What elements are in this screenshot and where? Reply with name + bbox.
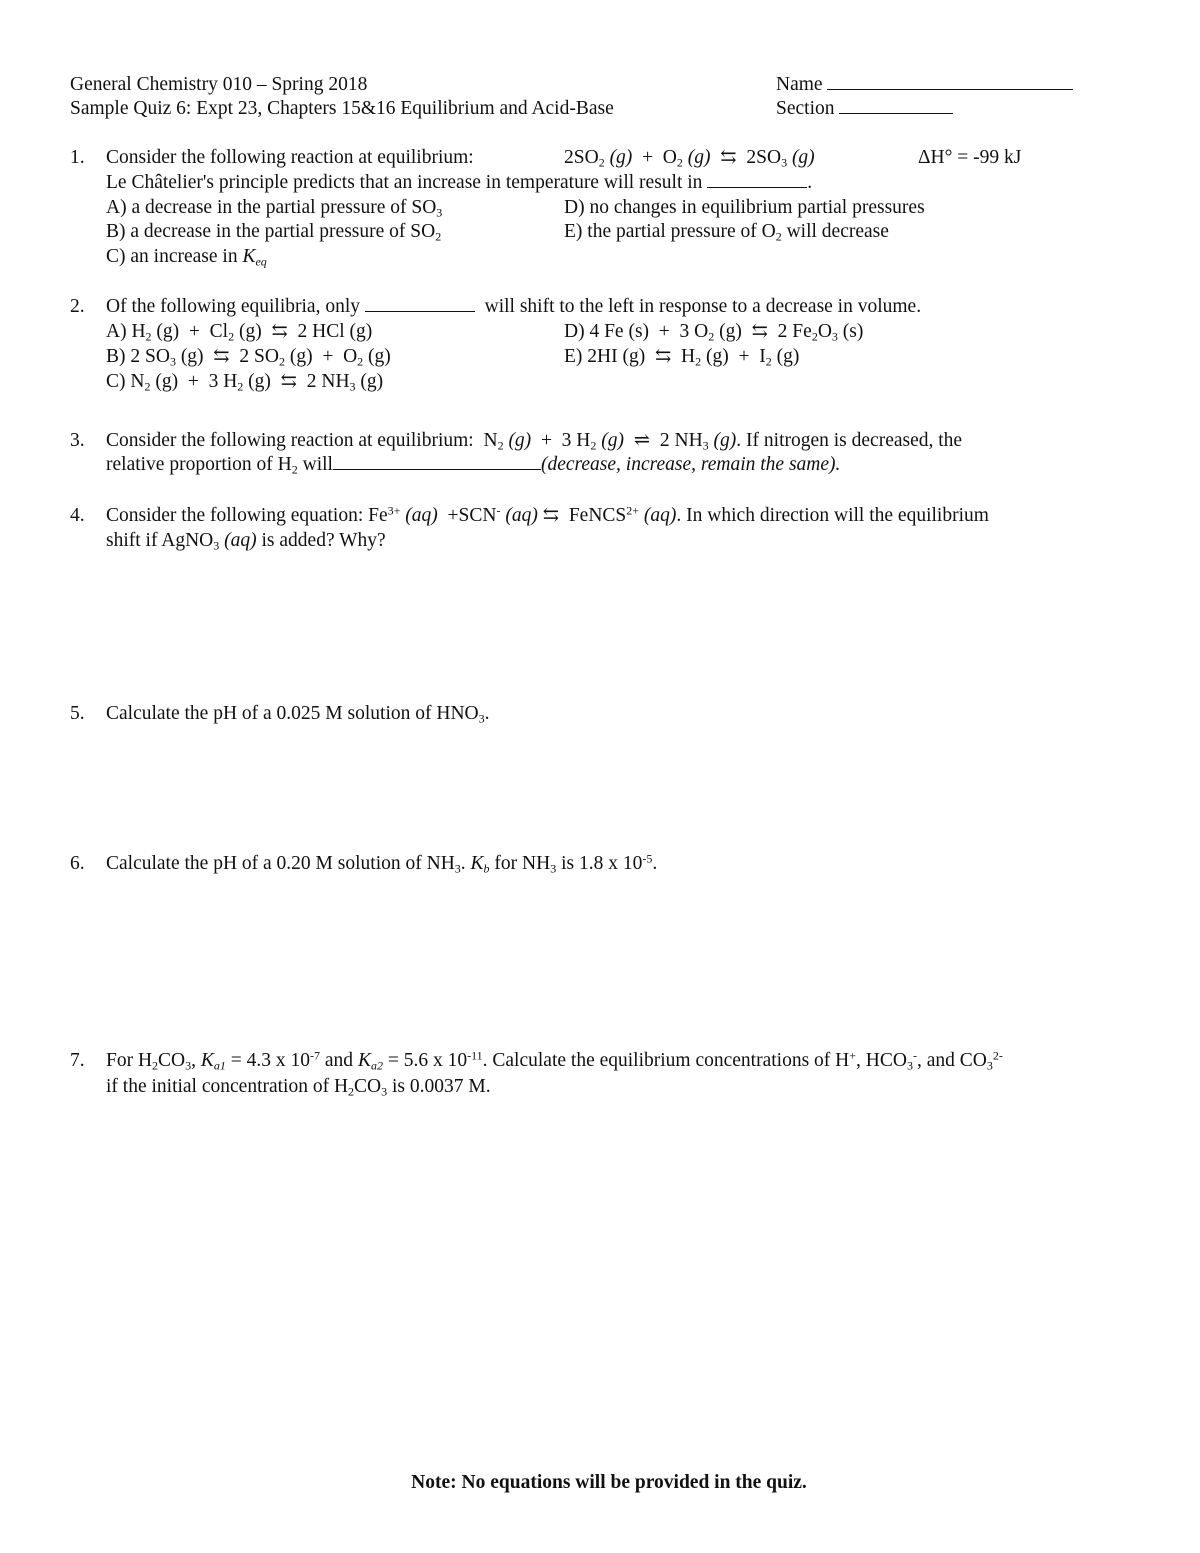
answer-space[interactable] [106,1110,1106,1440]
reaction-equation: $2SO_2$ $(g) + O_2$ (g) ⇆ $2SO_3$ (g) [564,147,815,170]
option-c[interactable]: C) an increase in $K_{eq}$ [106,246,267,269]
answer-space[interactable] [106,735,1106,835]
answer-space[interactable] [106,560,1106,680]
option-d[interactable]: D) no changes in equilibrium partial pressures [564,197,925,218]
question-number: 3. [70,430,85,451]
answer-blank[interactable] [365,295,475,312]
answer-space[interactable] [106,885,1106,1025]
quiz-title: Sample Quiz 6: Expt 23, Chapters 15&16 Equilibrium and Acid-Base [70,98,614,119]
question-text: Of the following equilibria, only will shift to the left in response to a decrease in volume. [106,296,922,317]
section-field[interactable] [776,96,953,121]
enthalpy-value: ΔH° = -99 kJ [918,147,1022,168]
name-field[interactable] [776,72,1073,97]
question-number: 6. [70,853,85,874]
question-text: Consider the following reaction at equilibrium: $N_2$ (g) + 3 $H_2$ (g) ⇌ 2 $NH_3$ (g). If nitrogen is decreased, the [106,430,963,453]
question-text: Calculate the pH of a 0.025 M solution of $HNO_3$. [106,703,490,726]
option-e[interactable]: E) 2HI (g) ⇆ $H_2$ $(g) + I_2$ (g) [564,346,800,369]
section-blank[interactable] [839,97,953,114]
question-text: Calculate the pH of a 0.20 M solution of $NH_3$. $K_b$ for $NH_3$ is 1.8 x $10^{-5}$. [106,851,658,876]
question-number: 4. [70,505,85,526]
footer-note: Note: No equations will be provided in the quiz. [411,1472,807,1493]
name-label: Name [776,74,823,95]
question-number: 1. [70,147,85,168]
question-text: Consider the following reaction at equilibrium: [106,147,474,168]
question-text-line2: if the initial concentration of $H_2CO_3$ is 0.0037 M. [106,1076,491,1099]
course-title: General Chemistry 010 – Spring 2018 [70,74,368,95]
question-number: 7. [70,1050,85,1071]
question-text: Consider the following equation: $Fe^{3+}$ (aq) +SCN- (aq) ⇆ FeNCS$^{2+}$ (aq). In which direction will the equilibrium [106,503,989,526]
option-c[interactable]: C) $N_2$ (g) + 3 $H_2$ (g) ⇆ 2 $NH_3$ (g) [106,371,384,394]
question-text-line2: relative proportion of $H_2$ will (decrease, increase, remain the same). [106,454,841,477]
question-text: For $H_2CO_3$, $K_{a1} = 4.3$ x $10^{-7}$ and $K_{a2} = 5.6$ x $10^{-11}$. Calculate the equilibrium concentrations of H+, $HCO_3^-$, and $CO_3^{2-}$ [106,1048,1003,1073]
option-a[interactable]: A) $H_2$ $(g) + Cl_2$ (g) ⇆ 2 HCl (g) [106,321,373,344]
option-b[interactable]: B) a decrease in the partial pressure of $SO_2$ [106,221,442,244]
section-label: Section [776,98,835,119]
question-text-line2: Le Châtelier's principle predicts that an increase in temperature will result in . [106,172,813,193]
option-a[interactable]: A) a decrease in the partial pressure of $SO_3$ [106,197,443,220]
question-text-line2: shift if AgNO$_3$ (aq) is added? Why? [106,530,386,553]
option-e[interactable]: E) the partial pressure of $O_2$ will decrease [564,221,889,244]
answer-blank[interactable] [333,453,541,470]
question-number: 5. [70,703,85,724]
name-blank[interactable] [827,73,1073,90]
question-number: 2. [70,296,85,317]
answer-blank[interactable] [707,171,807,188]
option-d[interactable]: D) 4 Fe (s) + 3 $O_2$ (g) ⇆ 2 $Fe_2O_3$ (s) [564,321,864,344]
option-b[interactable]: B) 2 $SO_3$ (g) ⇆ 2 $SO_2$ $(g) + O_2$ (g) [106,346,391,369]
